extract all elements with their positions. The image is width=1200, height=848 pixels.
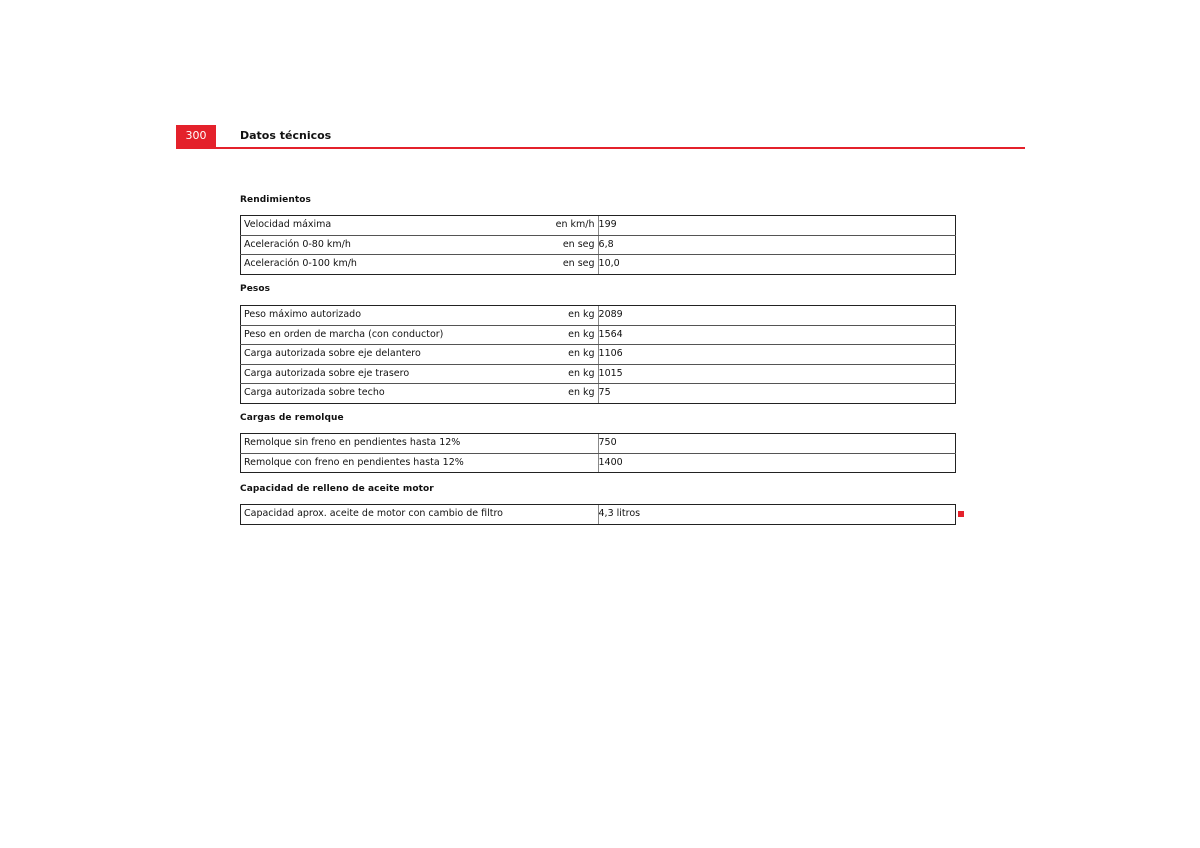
table-row (241, 325, 956, 345)
row-unit: en km/h (555, 219, 595, 231)
table-pesos (240, 305, 956, 404)
row-label-cell (241, 453, 599, 473)
row-label-cell (241, 434, 599, 454)
row-value: 1400 (598, 453, 955, 473)
row-unit: en kg (568, 387, 595, 399)
section-title-cargas-remolque: Cargas de remolque (240, 413, 344, 423)
row-unit: en kg (568, 367, 595, 379)
table-row (241, 255, 956, 275)
page-title: Datos técnicos (240, 129, 332, 142)
row-label: Capacidad aprox. aceite de motor con cambio de filtro (244, 508, 503, 520)
row-label: Aceleración 0-100 km/h (244, 258, 357, 270)
table-row (241, 505, 956, 525)
row-label-cell (241, 345, 599, 365)
row-label-cell (241, 306, 599, 326)
row-value: 1015 (598, 364, 955, 384)
section-title-pesos: Pesos (240, 284, 271, 294)
table-row (241, 434, 956, 454)
page-number: 300 (176, 125, 216, 147)
row-value: 750 (598, 434, 955, 454)
header-rule (176, 147, 1025, 149)
row-unit: en kg (568, 348, 595, 360)
row-label: Carga autorizada sobre eje delantero (244, 348, 421, 360)
row-unit (595, 454, 598, 472)
row-label-cell (241, 505, 599, 525)
table-row (241, 453, 956, 473)
row-label: Velocidad máxima (244, 219, 332, 231)
row-label-cell (241, 364, 599, 384)
row-unit (595, 505, 598, 523)
table-row (241, 345, 956, 365)
row-label-cell (241, 384, 599, 404)
row-label: Remolque sin freno en pendientes hasta 12% (244, 437, 461, 449)
row-label-cell (241, 235, 599, 255)
table-row (241, 216, 956, 236)
table-cargas-remolque (240, 433, 956, 473)
table-row (241, 364, 956, 384)
row-label: Peso en orden de marcha (con conductor) (244, 328, 444, 340)
table-row (241, 235, 956, 255)
table-row (241, 384, 956, 404)
row-unit: en seg (562, 258, 595, 270)
row-label: Aceleración 0-80 km/h (244, 238, 351, 250)
table-rendimientos (240, 215, 956, 275)
row-value: 2089 (598, 306, 955, 326)
row-label: Carga autorizada sobre eje trasero (244, 367, 410, 379)
row-unit (595, 434, 598, 452)
row-value: 1106 (598, 345, 955, 365)
section-end-marker (958, 511, 964, 517)
row-label-cell (241, 255, 599, 275)
row-label: Peso máximo autorizado (244, 309, 362, 321)
row-value: 4,3 litros (598, 505, 955, 525)
table-capacidad-aceite (240, 504, 956, 525)
row-unit: en kg (568, 328, 595, 340)
row-value: 10,0 (598, 255, 955, 275)
row-value: 75 (598, 384, 955, 404)
row-label-cell (241, 325, 599, 345)
row-value: 6,8 (598, 235, 955, 255)
section-title-rendimientos: Rendimientos (240, 195, 311, 205)
row-unit: en kg (568, 309, 595, 321)
section-title-capacidad-aceite: Capacidad de relleno de aceite motor (240, 484, 434, 494)
row-label: Carga autorizada sobre techo (244, 387, 385, 399)
row-value: 199 (598, 216, 955, 236)
row-label-cell (241, 216, 599, 236)
page-header (176, 125, 1025, 149)
row-unit: en seg (562, 238, 595, 250)
table-row (241, 306, 956, 326)
row-value: 1564 (598, 325, 955, 345)
row-label: Remolque con freno en pendientes hasta 12% (244, 456, 464, 468)
